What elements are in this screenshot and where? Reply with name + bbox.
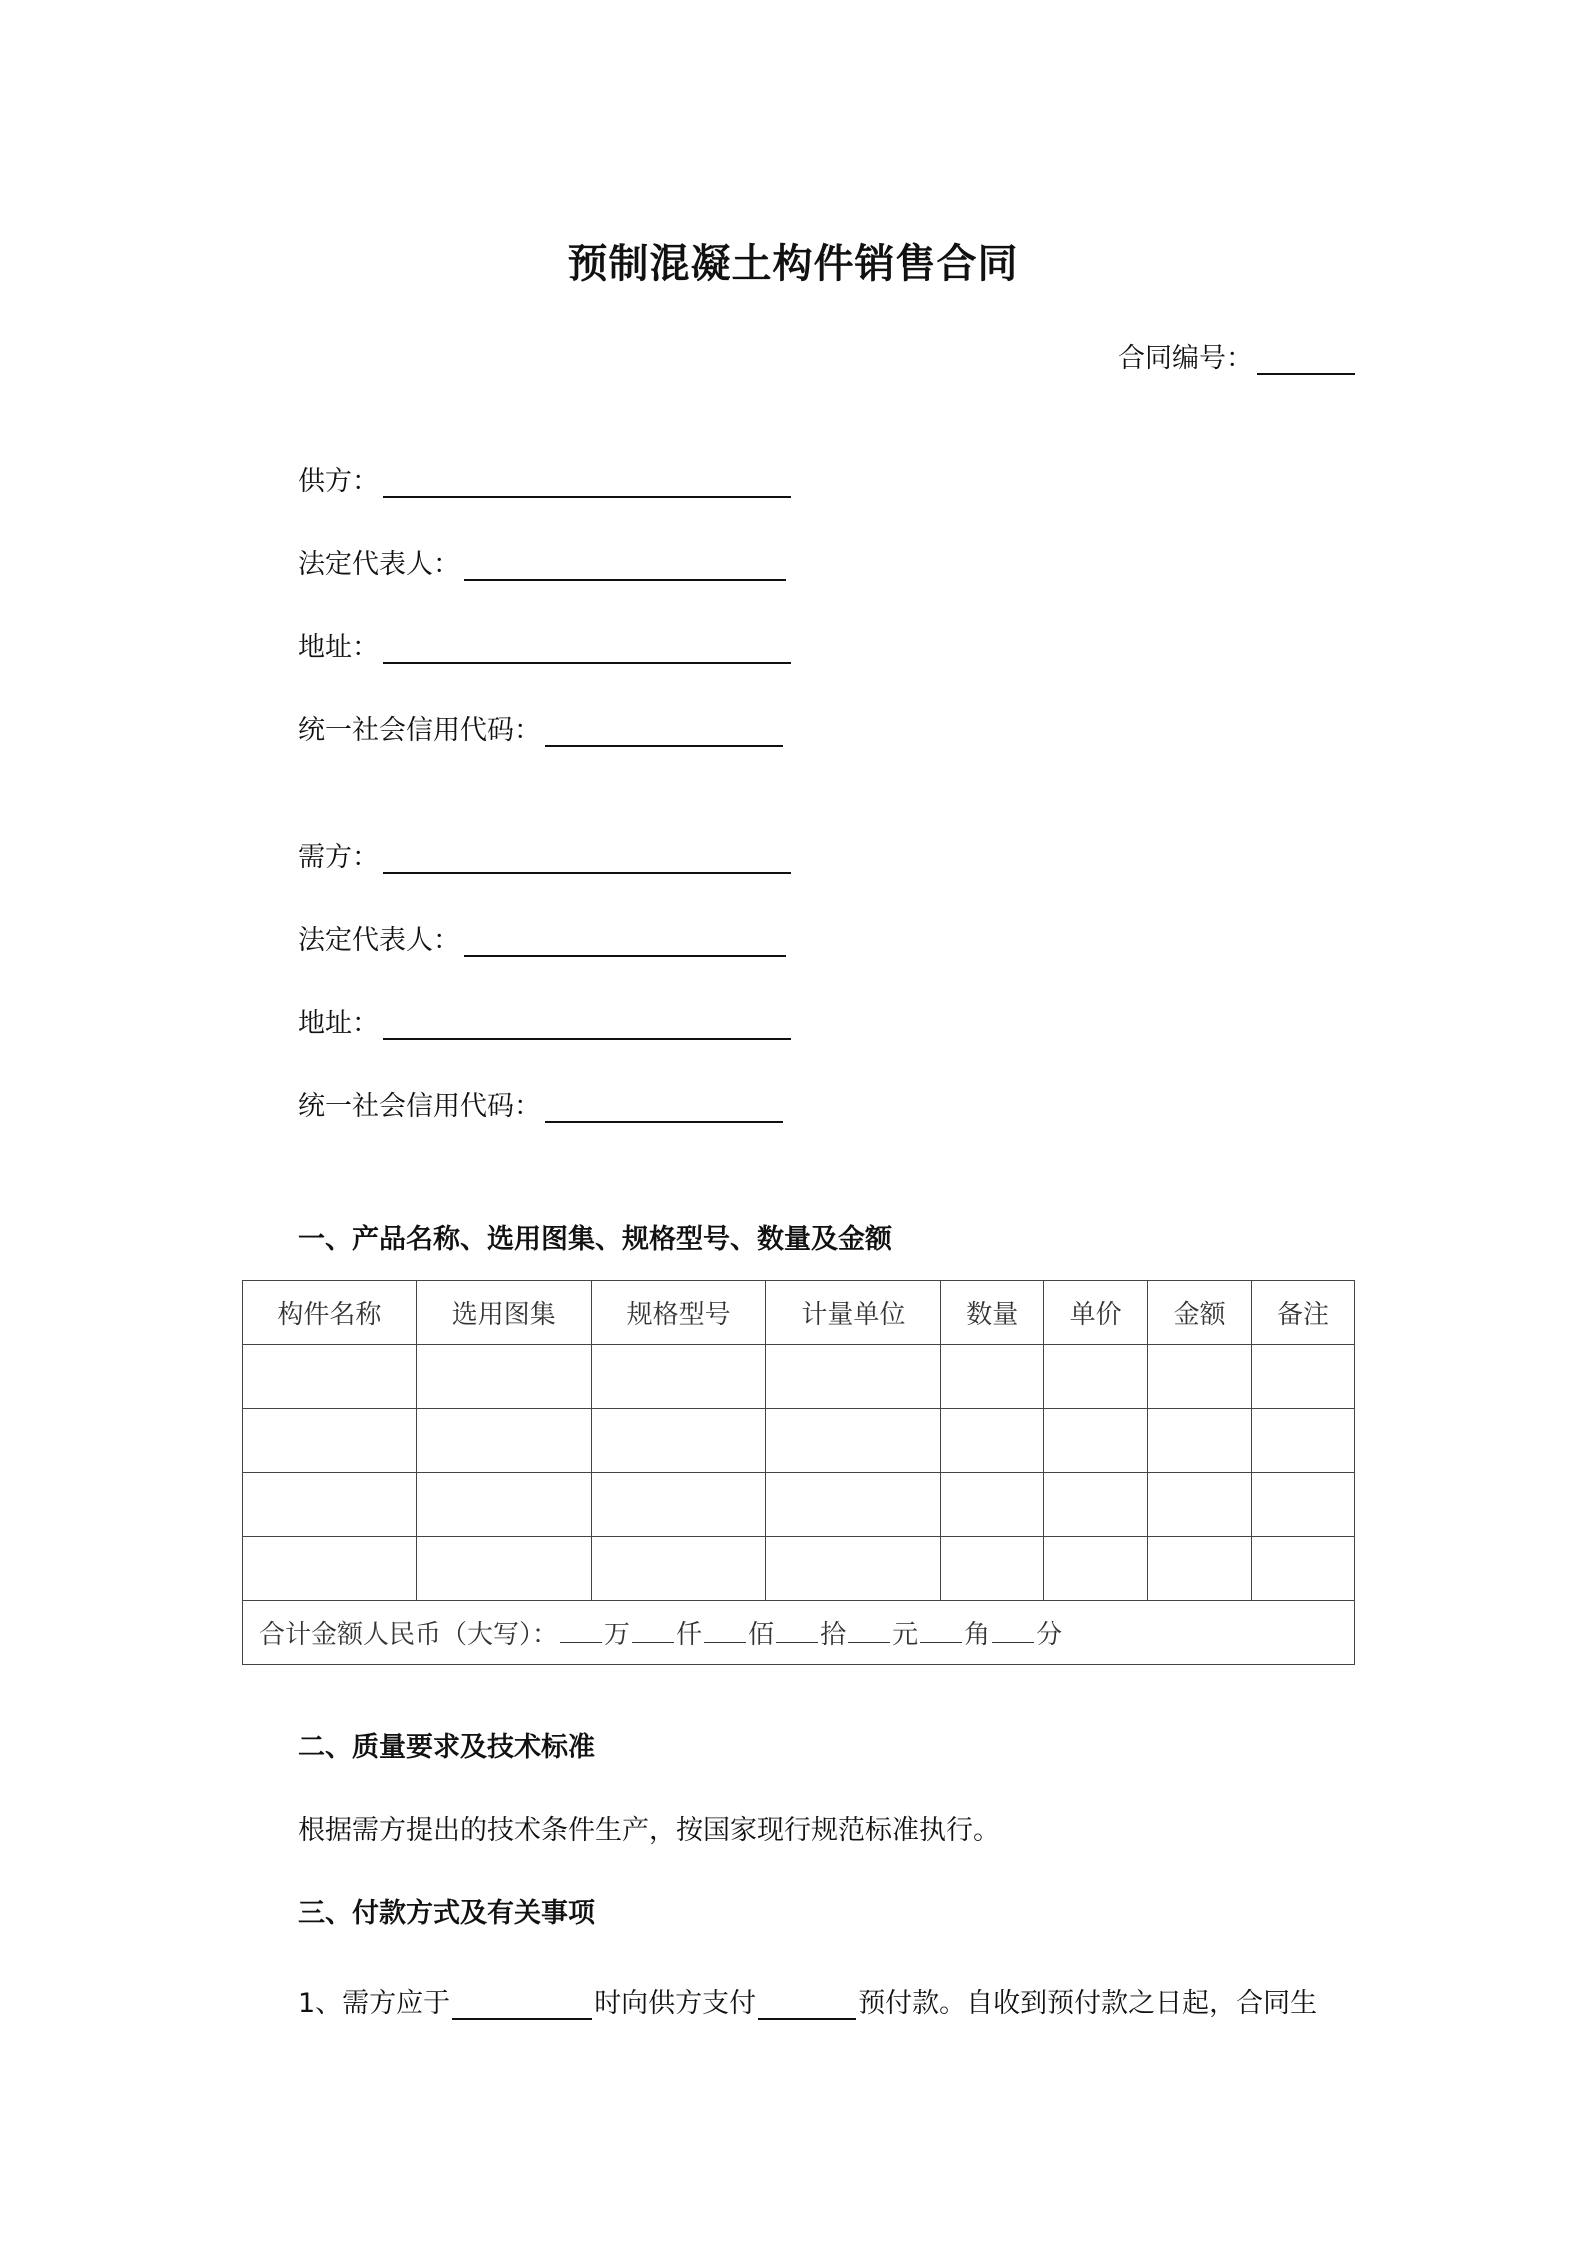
table-total-row — [243, 1601, 1355, 1665]
supplier-party-blank[interactable] — [383, 462, 791, 498]
supplier-credit-code-blank[interactable] — [545, 711, 783, 747]
table-cell[interactable] — [941, 1473, 1044, 1537]
supplier-rep-blank[interactable] — [464, 545, 786, 581]
section-2-heading: 二、质量要求及技术标准 — [298, 1732, 595, 1763]
column-header: 数量 — [941, 1281, 1044, 1345]
column-header: 金额 — [1148, 1281, 1252, 1345]
amount-blank[interactable] — [848, 1622, 890, 1643]
buyer-party-blank[interactable] — [383, 838, 791, 874]
total-amount-cell — [243, 1601, 1355, 1665]
table-cell[interactable] — [243, 1537, 417, 1601]
total-amount-label: 合计金额人民币（大写）： — [259, 1620, 559, 1650]
supplier-party-label: 供方： — [298, 466, 379, 497]
buyer-address-blank[interactable] — [383, 1004, 791, 1040]
table-cell[interactable] — [766, 1537, 941, 1601]
table-row — [243, 1537, 1355, 1601]
column-header: 选用图集 — [416, 1281, 591, 1345]
table-cell[interactable] — [591, 1409, 766, 1473]
contract-number-label: 合同编号： — [1118, 343, 1253, 374]
buyer-address-field — [298, 1001, 791, 1040]
supplier-address-label: 地址： — [298, 632, 379, 663]
item-1-text-part1: 1、需方应于 — [298, 1988, 451, 2019]
column-header: 构件名称 — [243, 1281, 417, 1345]
unit-label: 角 — [964, 1620, 991, 1650]
buyer-rep-blank[interactable] — [464, 921, 786, 957]
table-cell[interactable] — [1252, 1409, 1355, 1473]
unit-label: 拾 — [820, 1620, 847, 1650]
supplier-address-field — [298, 625, 791, 664]
buyer-credit-code-blank[interactable] — [545, 1087, 783, 1123]
section-3-item-1 — [298, 1981, 1317, 2020]
amount-blank[interactable] — [704, 1622, 746, 1643]
supplier-address-blank[interactable] — [383, 628, 791, 664]
table-cell[interactable] — [416, 1345, 591, 1409]
supplier-rep-field — [298, 542, 786, 581]
column-header: 单价 — [1044, 1281, 1148, 1345]
unit-label: 仟 — [676, 1620, 703, 1650]
table-row — [243, 1345, 1355, 1409]
amount-blank[interactable] — [992, 1622, 1034, 1643]
table-cell[interactable] — [766, 1473, 941, 1537]
buyer-credit-code-label: 统一社会信用代码： — [298, 1091, 541, 1122]
supplier-credit-code-label: 统一社会信用代码： — [298, 715, 541, 746]
prepayment-amount-blank[interactable] — [758, 1986, 856, 2020]
table-cell[interactable] — [591, 1345, 766, 1409]
table-cell[interactable] — [243, 1345, 417, 1409]
table-cell[interactable] — [416, 1409, 591, 1473]
table-cell[interactable] — [941, 1409, 1044, 1473]
amount-blank[interactable] — [920, 1622, 962, 1643]
table-cell[interactable] — [1252, 1537, 1355, 1601]
table-cell[interactable] — [1148, 1473, 1252, 1537]
table-cell[interactable] — [591, 1473, 766, 1537]
payment-time-blank[interactable] — [452, 1986, 592, 2020]
table-cell[interactable] — [941, 1345, 1044, 1409]
table-cell[interactable] — [1044, 1537, 1148, 1601]
unit-label: 万 — [604, 1620, 631, 1650]
unit-label: 佰 — [748, 1620, 775, 1650]
unit-label: 元 — [892, 1620, 919, 1650]
buyer-party-field — [298, 835, 791, 874]
amount-blank[interactable] — [560, 1622, 602, 1643]
buyer-credit-code-field — [298, 1084, 783, 1123]
supplier-credit-code-field — [298, 708, 783, 747]
column-header: 备注 — [1252, 1281, 1355, 1345]
table-row — [243, 1409, 1355, 1473]
amount-blank[interactable] — [776, 1622, 818, 1643]
supplier-party-field — [298, 459, 791, 498]
table-cell[interactable] — [941, 1537, 1044, 1601]
item-1-text-part3: 预付款。自收到预付款之日起，合同生 — [858, 1988, 1318, 2019]
table-cell[interactable] — [591, 1537, 766, 1601]
section-1-heading: 一、产品名称、选用图集、规格型号、数量及金额 — [298, 1224, 892, 1255]
item-1-text-part2: 时向供方支付 — [594, 1988, 757, 2019]
table-cell[interactable] — [1148, 1409, 1252, 1473]
table-cell[interactable] — [766, 1345, 941, 1409]
table-cell[interactable] — [1044, 1409, 1148, 1473]
table-cell[interactable] — [416, 1537, 591, 1601]
table-cell[interactable] — [1044, 1473, 1148, 1537]
buyer-rep-field — [298, 918, 786, 957]
buyer-party-label: 需方： — [298, 842, 379, 873]
table-cell[interactable] — [243, 1409, 417, 1473]
contract-number-blank[interactable] — [1257, 339, 1355, 375]
buyer-rep-label: 法定代表人： — [298, 925, 460, 956]
table-cell[interactable] — [1148, 1537, 1252, 1601]
amount-blank[interactable] — [632, 1622, 674, 1643]
table-cell[interactable] — [766, 1409, 941, 1473]
section-3-heading: 三、付款方式及有关事项 — [298, 1898, 595, 1929]
column-header: 规格型号 — [591, 1281, 766, 1345]
document-title: 预制混凝土构件销售合同 — [567, 241, 1019, 287]
buyer-address-label: 地址： — [298, 1008, 379, 1039]
contract-number — [1118, 336, 1355, 375]
table-cell[interactable] — [416, 1473, 591, 1537]
table-cell[interactable] — [1044, 1345, 1148, 1409]
table-cell[interactable] — [1148, 1345, 1252, 1409]
section-2-text: 根据需方提出的技术条件生产，按国家现行规范标准执行。 — [298, 1815, 1000, 1846]
table-cell[interactable] — [1252, 1473, 1355, 1537]
products-table — [242, 1280, 1355, 1665]
table-header-row — [243, 1281, 1355, 1345]
supplier-rep-label: 法定代表人： — [298, 549, 460, 580]
table-row — [243, 1473, 1355, 1537]
unit-label: 分 — [1036, 1620, 1063, 1650]
table-cell[interactable] — [1252, 1345, 1355, 1409]
table-cell[interactable] — [243, 1473, 417, 1537]
column-header: 计量单位 — [766, 1281, 941, 1345]
